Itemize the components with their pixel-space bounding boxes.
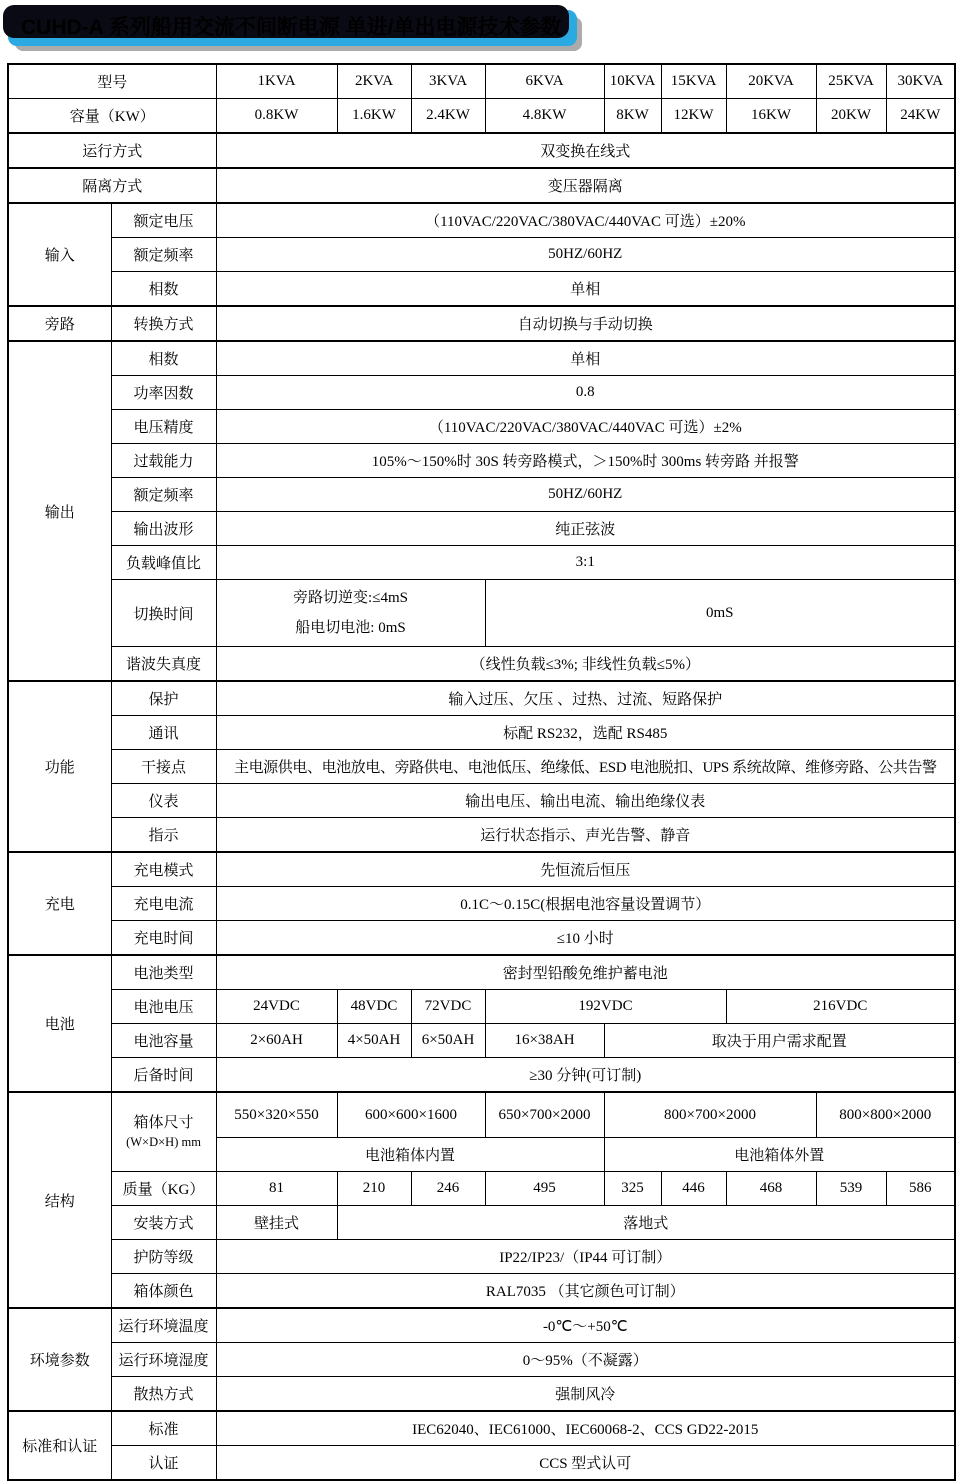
row-label: 功率因数 — [111, 376, 216, 410]
table-cell: IEC62040、IEC61000、IEC60068-2、CCS GD22-2015 — [216, 1411, 955, 1446]
table-cell: 16KW — [726, 99, 816, 134]
table-cell: 2×60AH — [216, 1024, 337, 1058]
table-cell: 586 — [886, 1172, 955, 1206]
table-cell: 50HZ/60HZ — [216, 478, 955, 512]
table-cell: 自动切换与手动切换 — [216, 306, 955, 341]
table-cell: 4.8KW — [485, 99, 604, 134]
row-label: 运行环境湿度 — [111, 1343, 216, 1377]
table-cell: 6KVA — [485, 64, 604, 99]
row-label: 电池类型 — [111, 955, 216, 990]
section-label: 旁路 — [8, 306, 111, 341]
table-cell: 1.6KW — [337, 99, 411, 134]
table-cell: 105%～150%时 30S 转旁路模式，＞150%时 300ms 转旁路 并报警 — [216, 444, 955, 478]
table-cell: 24KW — [886, 99, 955, 134]
table-cell: 81 — [216, 1172, 337, 1206]
row-label: 输出波形 — [111, 512, 216, 546]
table-cell: 单相 — [216, 341, 955, 376]
row-label: 电池容量 — [111, 1024, 216, 1058]
table-cell: 壁挂式 — [216, 1206, 337, 1240]
section-label: 电池 — [8, 955, 111, 1092]
row-label: 运行方式 — [8, 133, 216, 168]
table-cell: 输出电压、输出电流、输出绝缘仪表 — [216, 784, 955, 818]
table-cell: （110VAC/220VAC/380VAC/440VAC 可选）±20% — [216, 203, 955, 238]
table-body — [8, 64, 955, 1480]
table-cell: 3KVA — [411, 64, 485, 99]
row-label: 仪表 — [111, 784, 216, 818]
table-cell: 25KVA — [816, 64, 886, 99]
section-label: 功能 — [8, 681, 111, 852]
table-cell: CCS 型式认可 — [216, 1446, 955, 1481]
row-label: 安装方式 — [111, 1206, 216, 1240]
row-label: 护防等级 — [111, 1240, 216, 1274]
table-cell: ≥30 分钟(可订制) — [216, 1058, 955, 1093]
table-cell: 1KVA — [216, 64, 337, 99]
row-label: 通讯 — [111, 716, 216, 750]
row-label: 额定电压 — [111, 203, 216, 238]
table-cell: 旁路切逆变:≤4mS 船电切电池: 0mS — [216, 580, 485, 647]
table-cell: 8KW — [604, 99, 661, 134]
section-label: 输出 — [8, 341, 111, 681]
table-cell: （线性负载≤3%; 非线性负载≤5%） — [216, 647, 955, 682]
row-label: 质量（KG） — [111, 1172, 216, 1206]
table-cell: -0℃～+50℃ — [216, 1308, 955, 1343]
table-cell: 电池箱体外置 — [604, 1138, 955, 1172]
table-cell: 0.8 — [216, 376, 955, 410]
row-label: 转换方式 — [111, 306, 216, 341]
row-label: 充电电流 — [111, 887, 216, 921]
table-cell: 246 — [411, 1172, 485, 1206]
row-label: 运行环境温度 — [111, 1308, 216, 1343]
table-cell: 先恒流后恒压 — [216, 852, 955, 887]
row-label: 箱体尺寸 (W×D×H) mm — [111, 1092, 216, 1172]
table-cell: 0.8KW — [216, 99, 337, 134]
table-cell: 50HZ/60HZ — [216, 238, 955, 272]
table-cell: 纯正弦波 — [216, 512, 955, 546]
table-cell: 30KVA — [886, 64, 955, 99]
table-cell: 6×50AH — [411, 1024, 485, 1058]
title-banner — [8, 10, 577, 46]
row-label: 电池电压 — [111, 990, 216, 1024]
row-label: 指示 — [111, 818, 216, 853]
table-cell: 15KVA — [661, 64, 726, 99]
table-cell: 192VDC — [485, 990, 726, 1024]
table-cell: 2KVA — [337, 64, 411, 99]
page-title: CUHD-A 系列船用交流不间断电源 单进/单出电源技术参数 — [8, 10, 577, 46]
table-cell: 0～95%（不凝露） — [216, 1343, 955, 1377]
row-label: 型号 — [8, 64, 216, 99]
table-cell: 216VDC — [726, 990, 955, 1024]
table-cell: 325 — [604, 1172, 661, 1206]
table-cell: 12KW — [661, 99, 726, 134]
table-cell: 539 — [816, 1172, 886, 1206]
row-label: 容量（KW） — [8, 99, 216, 134]
row-label: 谐波失真度 — [111, 647, 216, 682]
table-cell: 24VDC — [216, 990, 337, 1024]
table-cell: 20KVA — [726, 64, 816, 99]
table-cell: 0mS — [485, 580, 955, 647]
table-cell: RAL7035 （其它颜色可订制） — [216, 1274, 955, 1309]
table-cell: 72VDC — [411, 990, 485, 1024]
table-cell: 单相 — [216, 272, 955, 307]
row-label: 额定频率 — [111, 238, 216, 272]
row-label: 充电模式 — [111, 852, 216, 887]
table-cell: 变压器隔离 — [216, 168, 955, 203]
table-cell: 强制风冷 — [216, 1377, 955, 1412]
row-label: 切换时间 — [111, 580, 216, 647]
section-label: 充电 — [8, 852, 111, 955]
table-cell: 550×320×550 — [216, 1092, 337, 1138]
row-label: 电压精度 — [111, 410, 216, 444]
section-label: 标准和认证 — [8, 1411, 111, 1480]
table-cell: 468 — [726, 1172, 816, 1206]
table-cell: 600×600×1600 — [337, 1092, 485, 1138]
row-label: 额定频率 — [111, 478, 216, 512]
row-label: 散热方式 — [111, 1377, 216, 1412]
section-label: 结构 — [8, 1092, 111, 1308]
table-cell: 10KVA — [604, 64, 661, 99]
row-label: 充电时间 — [111, 921, 216, 956]
table-cell: 输入过压、欠压 、过热、过流、短路保护 — [216, 681, 955, 716]
table-cell: 4×50AH — [337, 1024, 411, 1058]
table-cell: 3:1 — [216, 546, 955, 580]
table-cell: 800×800×2000 — [816, 1092, 955, 1138]
row-label: 干接点 — [111, 750, 216, 784]
row-label: 标准 — [111, 1411, 216, 1446]
row-label: 相数 — [111, 341, 216, 376]
table-cell: 取决于用户需求配置 — [604, 1024, 955, 1058]
table-cell: 电池箱体内置 — [216, 1138, 604, 1172]
table-cell: 650×700×2000 — [485, 1092, 604, 1138]
section-label: 输入 — [8, 203, 111, 306]
table-cell: 16×38AH — [485, 1024, 604, 1058]
table-cell: 0.1C～0.15C(根据电池容量设置调节） — [216, 887, 955, 921]
row-label: 保护 — [111, 681, 216, 716]
row-label: 相数 — [111, 272, 216, 307]
row-label: 箱体颜色 — [111, 1274, 216, 1309]
table-cell: 落地式 — [337, 1206, 955, 1240]
table-cell: 标配 RS232，选配 RS485 — [216, 716, 955, 750]
table-cell: 446 — [661, 1172, 726, 1206]
table-cell: 495 — [485, 1172, 604, 1206]
table-cell: 48VDC — [337, 990, 411, 1024]
row-label: 后备时间 — [111, 1058, 216, 1093]
table-cell: 2.4KW — [411, 99, 485, 134]
table-cell: （110VAC/220VAC/380VAC/440VAC 可选）±2% — [216, 410, 955, 444]
table-cell: 密封型铅酸免维护蓄电池 — [216, 955, 955, 990]
row-label: 过载能力 — [111, 444, 216, 478]
row-label: 负载峰值比 — [111, 546, 216, 580]
table-cell: 主电源供电、电池放电、旁路供电、电池低压、绝缘低、ESD 电池脱扣、UPS 系统故障、维修旁路、公共告警 — [216, 750, 955, 784]
table-cell: 双变换在线式 — [216, 133, 955, 168]
section-label: 环境参数 — [8, 1308, 111, 1411]
table-cell: IP22/IP23/（IP44 可订制） — [216, 1240, 955, 1274]
spec-table — [7, 63, 956, 1481]
table-cell: 210 — [337, 1172, 411, 1206]
table-cell: ≤10 小时 — [216, 921, 955, 956]
table-cell: 20KW — [816, 99, 886, 134]
table-cell: 800×700×2000 — [604, 1092, 816, 1138]
row-label: 隔离方式 — [8, 168, 216, 203]
table-cell: 运行状态指示、声光告警、静音 — [216, 818, 955, 853]
row-label: 认证 — [111, 1446, 216, 1481]
